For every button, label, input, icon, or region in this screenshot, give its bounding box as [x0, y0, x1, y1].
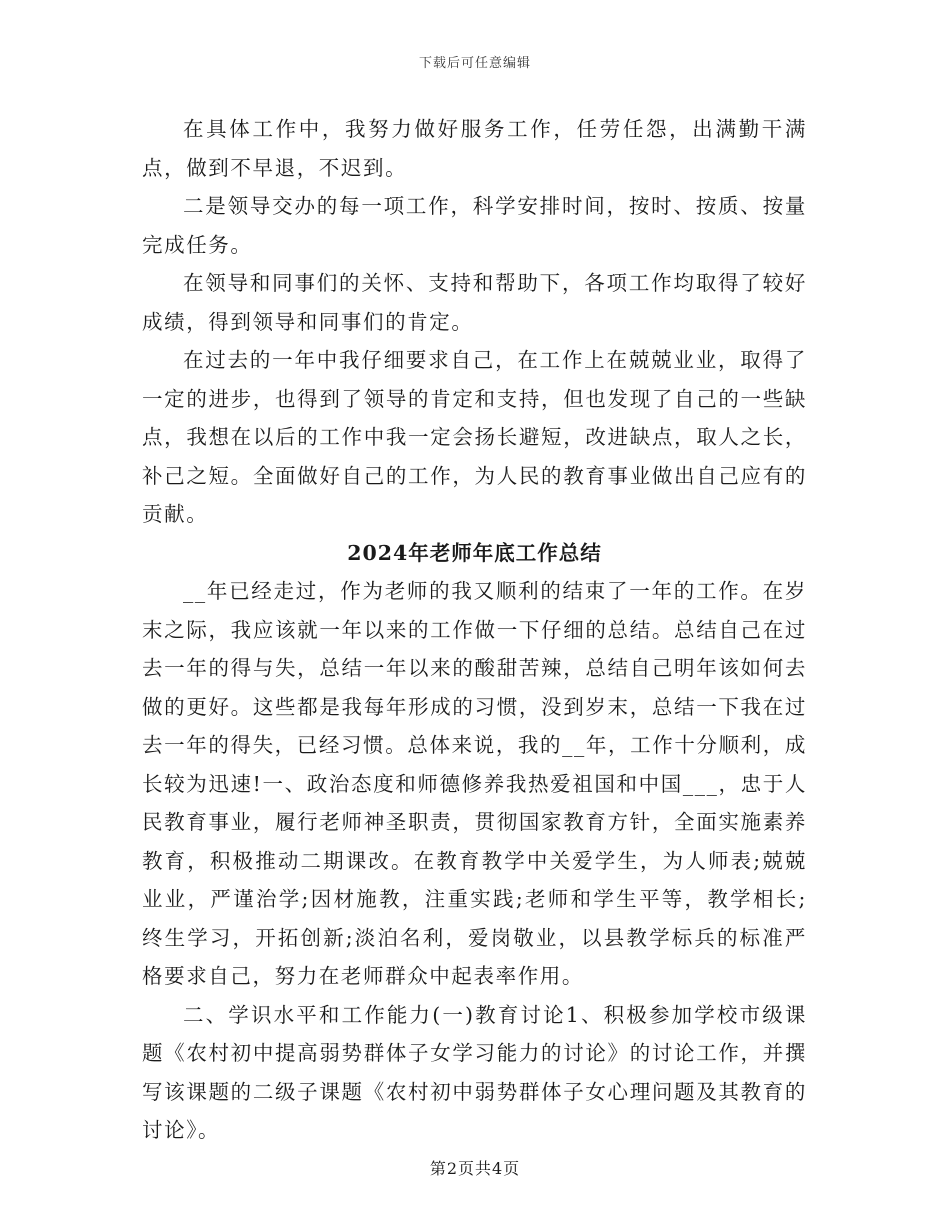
paragraph-service-work: 在具体工作中，我努力做好服务工作，任劳任怨，出满勤干满点，做到不早退，不迟到。 [142, 117, 807, 180]
document-body [142, 110, 807, 1150]
page-number: 第2页共4页 [429, 1159, 521, 1178]
paragraph-research: 二、学识水平和工作能力(一)教育讨论1、积极参加学校市级课题《农村初中提高弱势群体子女学习能力的讨论》的讨论工作，并撰写该课题的二级子课题《农村初中弱势群体子女心理问题及其教育的讨论》。 [142, 1002, 807, 1142]
section-title: 2024年老师年底工作总结 [347, 540, 602, 565]
paragraph-reflection: 在过去的一年中我仔细要求自己，在工作上在兢兢业业，取得了一定的进步，也得到了领导的肯定和支持，但也发现了自己的一些缺点，我想在以后的工作中我一定会扬长避短，改进缺点，取人之长，补己之短。全面做好自己的工作，为人民的教育事业做出自己应有的贡献。 [142, 348, 807, 526]
header-note: 下载后可任意编辑 [418, 56, 531, 71]
paragraph-year-summary: __年已经走过，作为老师的我又顺利的结束了一年的工作。在岁末之际，我应该就一年以来的工作做一下仔细的总结。总结自己在过去一年的得与失，总结一年以来的酸甜苦辣，总结自己明年该如何去做的更好。这些都是我每年形成的习惯，没到岁末，总结一下我在过去一年的得失，已经习惯。总体来说，我的__年，工作十分顺利，成长较为迅速!一、政治态度和师德修养我热爱祖国和中国___，忠于人民教育事业，履行老师神圣职责，贯彻国家教育方针，全面实施素养教育，积极推动二期课改。在教育教学中关爱学生，为人师表;兢兢业业，严谨治学;因材施教，注重实践;老师和学生平等，教学相长;终生学习，开拓创新;淡泊名利，爱岗敬业，以县教学标兵的标准严格要求自己，努力在老师群众中起表率作用。 [142, 579, 807, 988]
paragraph-support: 在领导和同事们的关怀、支持和帮助下，各项工作均取得了较好成绩，得到领导和同事们的肯定。 [142, 271, 807, 334]
paragraph-tasks: 二是领导交办的每一项工作，科学安排时间，按时、按质、按量完成任务。 [142, 194, 807, 257]
